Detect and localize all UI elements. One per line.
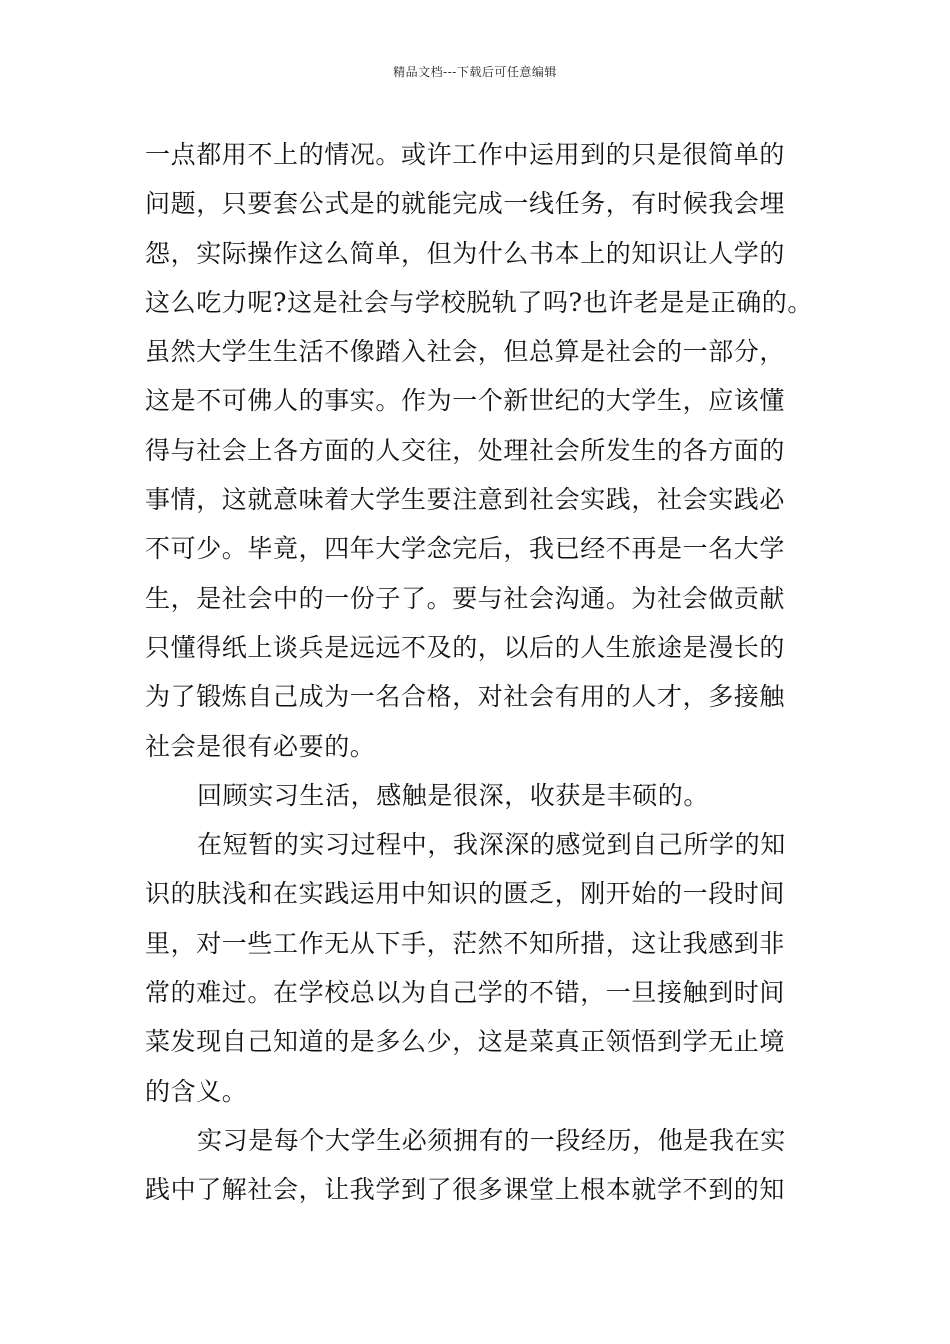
text-line: 问题，只要套公式是的就能完成一线任务，有时候我会埋 [145, 189, 786, 219]
text-line: 不可少。毕竟，四年大学念完后，我已经不再是一名大学 [145, 534, 786, 564]
text-line: 生，是社会中的一份子了。要与社会沟通。为社会做贡献 [145, 583, 786, 613]
text-line: 的含义。 [145, 1076, 248, 1106]
text-line: 怨，实际操作这么简单，但为什么书本上的知识让人学的 [145, 238, 786, 268]
text-line: 一点都用不上的情况。或许工作中运用到的只是很简单的 [145, 140, 786, 169]
text-line: 事情，这就意味着大学生要注意到社会实践，社会实践必 [145, 485, 786, 515]
paragraph-first-line: 在短暂的实习过程中，我深深的感觉到自己所学的知 [197, 830, 786, 860]
text-line: 这么吃力呢?这是社会与学校脱轨了吗?也许老是是正确的。 [145, 287, 814, 317]
page-header: 精品文档---下载后可任意编辑 [393, 65, 557, 79]
text-line: 这是不可佛人的事实。作为一个新世纪的大学生，应该懂 [145, 386, 786, 416]
text-line: 只懂得纸上谈兵是远远不及的，以后的人生旅途是漫长的 [145, 632, 786, 662]
paragraph-first-line: 回顾实习生活，感触是很深，收获是丰硕的。 [197, 780, 710, 810]
text-line: 识的肤浅和在实践运用中知识的匮乏，刚开始的一段时间 [145, 879, 786, 909]
text-line: 虽然大学生生活不像踏入社会，但总算是社会的一部分， [145, 337, 786, 367]
text-line: 菜发现自己知道的是多么少，这是菜真正领悟到学无止境 [145, 1027, 786, 1057]
text-line: 常的难过。在学校总以为自己学的不错，一旦接触到时间 [145, 978, 786, 1008]
text-line: 里，对一些工作无从下手，茫然不知所措，这让我感到非 [145, 928, 786, 958]
paragraph-first-line: 实习是每个大学生必须拥有的一段经历，他是我在实 [197, 1125, 786, 1155]
text-line: 得与社会上各方面的人交往，处理社会所发生的各方面的 [145, 435, 786, 465]
document-body [145, 130, 815, 1215]
text-line: 为了锻炼自己成为一名合格，对社会有用的人才，多接触 [145, 682, 786, 712]
text-line: 社会是很有必要的。 [145, 731, 376, 761]
text-line: 践中了解社会，让我学到了很多课堂上根本就学不到的知 [145, 1175, 786, 1205]
